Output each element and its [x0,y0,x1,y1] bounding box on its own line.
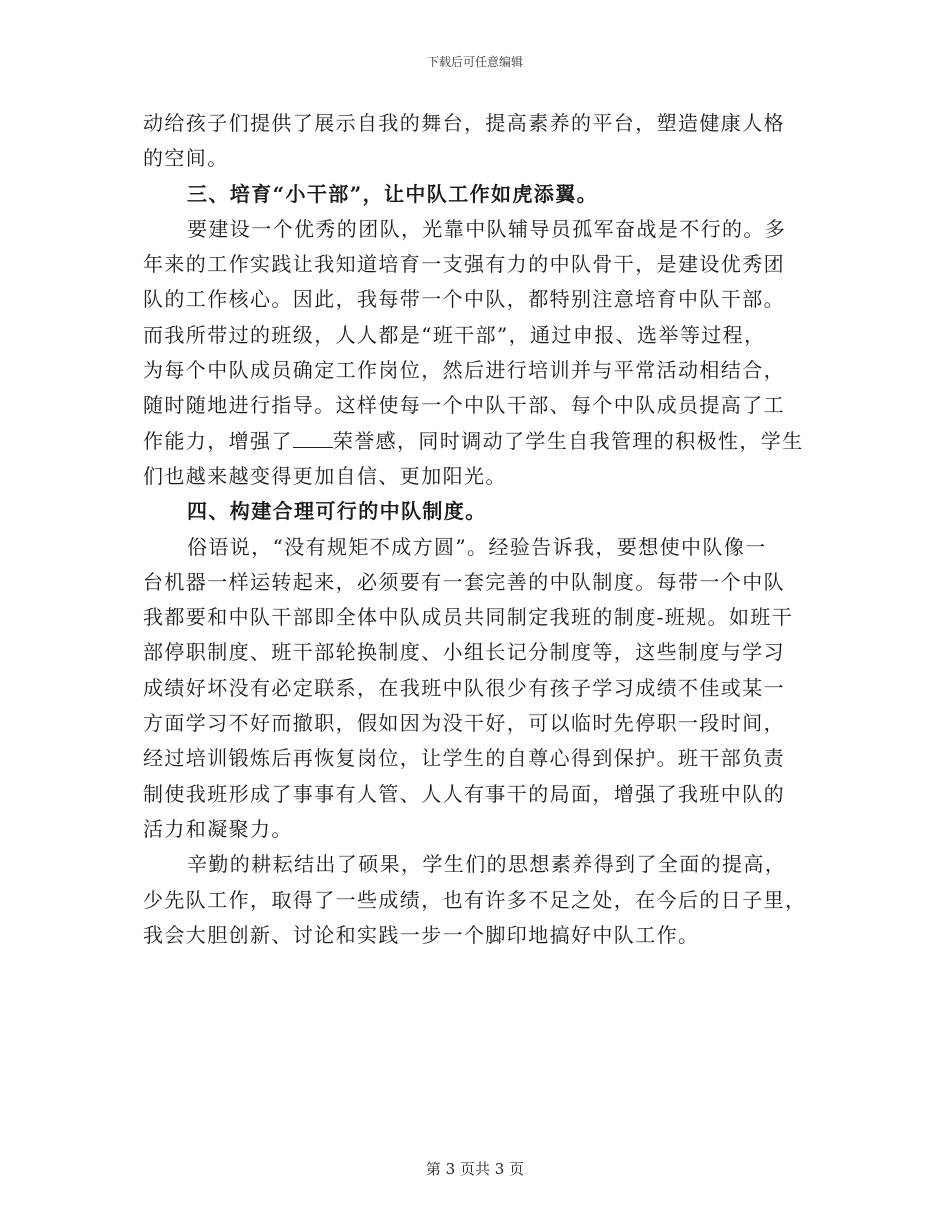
text-line: 俗语说，“没有规矩不成方圆”。经验告诉我，要想使中队像一 [187,534,767,559]
page-footer: 第 3 页共 3 页 [425,1160,525,1178]
text-line: 部停职制度、班干部轮换制度、小组长记分制度等，这些制度与学习 [143,640,785,665]
paragraph-cadres [143,212,807,494]
text-line: 活力和凝聚力。 [143,816,293,841]
page-header: 下载后可任意编辑 [426,55,523,69]
paragraph-system [143,530,807,848]
section-heading-4: 四、构建合理可行的中队制度。 [187,499,487,524]
text-line: 动给孩子们提供了展示自我的舞台，提高素养的平台，塑造健康人格 [143,111,785,135]
fill-blank [293,425,333,448]
text-line: 要建设一个优秀的团队，光靠中队辅导员孤军奋战是不行的。多 [187,216,787,241]
text-line: 随时随地进行指导。这样使每一个中队干部、每个中队成员提高了工 [143,393,785,418]
text-line: 制使我班形成了事事有人管、人人有事干的局面，增强了我班中队的 [143,781,785,806]
document-body [143,106,807,953]
text-line: 为每个中队成员确定工作岗位，然后进行培训并与平常活动相结合， [143,358,785,383]
text-segment: 荣誉感，同时调动了学生自我管理的积极性，学生 [332,428,804,453]
paragraph-continuation [143,106,807,177]
text-line: 年来的工作实践让我知道培育一支强有力的中队骨干，是建设优秀团 [143,252,785,277]
text-line: 方面学习不好而撤职，假如因为没干好，可以临时先停职一段时间， [143,711,785,736]
text-line: 经过培训锻炼后再恢复岗位，让学生的自尊心得到保护。班干部负责 [143,746,785,771]
text-line: 的空间。 [143,146,229,171]
text-line: 少先队工作，取得了一些成绩，也有许多不足之处，在今后的日子里， [143,887,807,912]
text-line: 成绩好坏没有必定联系，在我班中队很少有孩子学习成绩不佳或某一 [143,675,785,700]
section-heading-3: 三、培育“小干部”，让中队工作如虎添翼。 [187,181,599,206]
text-line: 我会大胆创新、讨论和实践一步一个脚印地搞好中队工作。 [143,922,700,947]
paragraph-conclusion [143,847,807,953]
text-line: 台机器一样运转起来，必须要有一套完善的中队制度。每带一个中队 [143,569,785,594]
text-line: 队的工作核心。因此，我每带一个中队，都特别注意培育中队干部。 [143,287,785,312]
text-line: 们也越来越变得更加自信、更加阳光。 [143,463,507,488]
text-line [143,424,807,459]
text-line: 而我所带过的班级，人人都是“班干部”，通过申报、选举等过程， [143,322,766,347]
text-line: 辛勤的耕耘结出了硕果，学生们的思想素养得到了全面的提高， [187,852,787,877]
text-line: 我都要和中队干部即全体中队成员共同制定我班的制度-班规。如班干 [143,605,794,630]
text-segment: 作能力，增强了 [143,428,293,453]
